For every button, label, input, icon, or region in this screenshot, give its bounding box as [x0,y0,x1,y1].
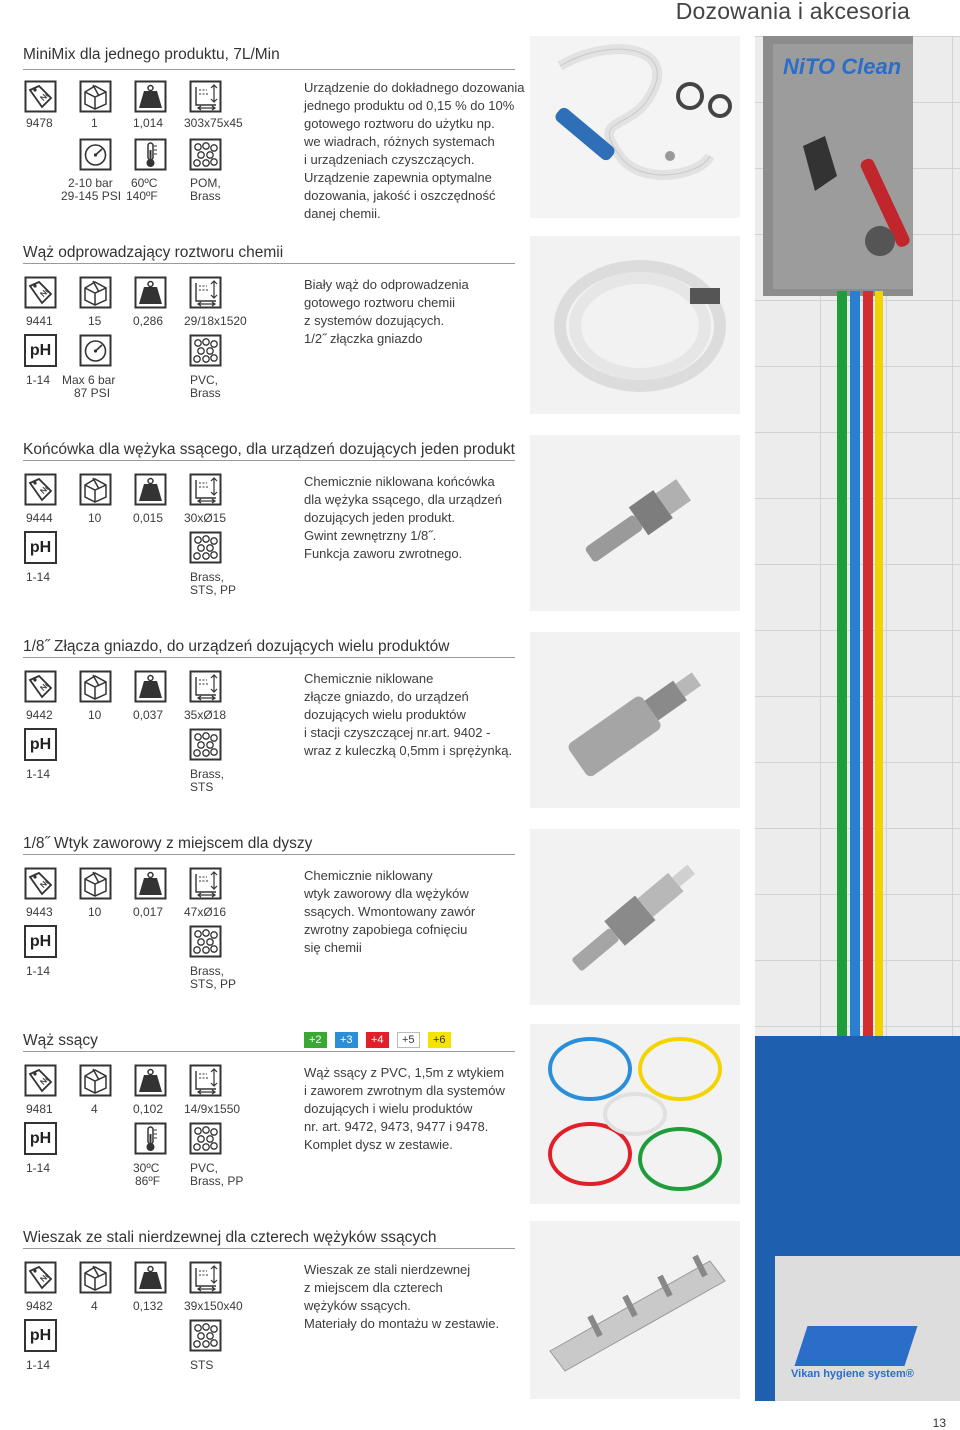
page-header-title: Dozowania i akcesoria [675,0,910,24]
description: Wąż ssący z PVC, 1,5m z wtykiem i zaworem zwrotnym dla systemów dozujących i wielu produktów nr. art. 9472, 9473, 9477 i 9478. Komplet dysz w zestawie. [304,1065,505,1152]
material-icon [189,334,222,367]
item-number-icon [24,1261,57,1294]
pressure-bar: Max 6 bar [62,373,116,387]
nito-clean-logo: NiTO Clean [783,54,902,79]
weight: 0,015 [133,511,164,525]
material-icon [189,138,222,171]
item-number-icon [24,80,57,113]
drain-hose-photo [530,236,740,414]
material-2: Brass, PP [190,1174,244,1188]
ph-range: 1-14 [26,570,51,584]
weight: 0,286 [133,314,164,328]
tag-yellow: +6 [428,1032,451,1048]
section-title: Końcówka dla wężyka ssącego, dla urządzeń dozujących jeden produkt [23,441,515,458]
pressure-psi: 29-145 PSI [61,189,122,203]
section-suction-hose [0,1024,960,1204]
weight: 0,017 [133,905,164,919]
page-number: 13 [932,1416,946,1430]
material-2: Brass [190,189,221,203]
section-title: Wąż odprowadzający roztworu chemii [23,244,284,261]
section-title: 1/8˝ Wtyk zaworowy z miejscem dla dyszy [23,835,313,852]
material-1: Brass, [190,964,225,978]
pressure-gauge-icon [79,138,112,171]
package-quantity-icon [79,276,112,309]
pressure-gauge-icon [79,334,112,367]
package-quantity-icon [79,1261,112,1294]
quantity: 10 [88,708,102,722]
quantity: 1 [91,116,98,130]
description: Chemicznie niklowana końcówka dla wężyka ssącego, dla urządzeń dozujących jeden produkt. Gwint zewnętrzny 1/8˝. Funkcja zaworu zwrotnego. [304,474,503,561]
weight: 0,102 [133,1102,164,1116]
ph-range: 1-14 [26,1358,51,1372]
weight-icon [134,867,167,900]
pressure-psi: 87 PSI [74,386,111,400]
weight: 0,132 [133,1299,164,1313]
item-number: 9481 [26,1102,53,1116]
ph-icon: pH [24,925,57,958]
tag-white: +5 [397,1032,420,1048]
quantity: 4 [91,1299,98,1313]
ph-icon: pH [24,1319,57,1352]
tag-green: +2 [304,1032,327,1048]
item-number-icon [24,670,57,703]
section-valve-plug [0,827,960,1007]
dimensions: 29/18x1520 [184,314,247,328]
vikan-logo-text: Vikan hygiene system® [791,1368,914,1380]
material-icon [189,728,222,761]
package-quantity-icon [79,1064,112,1097]
ph-icon: pH [24,1122,57,1155]
weight: 1,014 [133,116,164,130]
dimensions: 30xØ15 [184,511,227,525]
material-1: POM, [190,176,221,190]
section-title: Wąż ssący [23,1032,98,1049]
item-number: 9444 [26,511,53,525]
description: Urządzenie do dokładnego dozowania jednego produktu od 0,15 % do 10% gotowego roztworu do użytku np. we wiadrach, różnych systemach i urządzeniach czyszczących. Urządzenie zapewnia optymalne dozowania, jakość i oszczędność danej chemii. [304,80,525,221]
material-1: PVC, [190,373,219,387]
dimensions-icon [189,1064,222,1097]
tag-red: +4 [366,1032,389,1048]
quantity: 4 [91,1102,98,1116]
material-1: Brass, [190,570,225,584]
weight-icon [134,670,167,703]
section-drain-hose [0,236,960,411]
material-2: STS, PP [190,583,237,597]
temp-c: 30ºC [133,1161,160,1175]
material-2: STS, PP [190,977,237,991]
item-number: 9478 [26,116,53,130]
item-number-icon [24,867,57,900]
temp-f: 86ºF [135,1174,161,1188]
item-number-icon [24,276,57,309]
tag-blue: +3 [335,1032,358,1048]
quantity: 15 [88,314,102,328]
weight: 0,037 [133,708,164,722]
ph-icon: pH [24,531,57,564]
material-2: STS [190,780,214,794]
material-2: Brass [190,386,221,400]
dimensions: 47xØ16 [184,905,227,919]
temperature-icon [134,1122,167,1155]
quantity: 10 [88,905,102,919]
item-number-icon [24,1064,57,1097]
dimensions: 39x150x40 [184,1299,243,1313]
dimensions-icon [189,1261,222,1294]
weight-icon [134,473,167,506]
package-quantity-icon [79,670,112,703]
pressure-bar: 2-10 bar [68,176,113,190]
item-number: 9443 [26,905,53,919]
material-1: PVC, [190,1161,219,1175]
weight-icon [134,276,167,309]
section-minimix [0,36,960,226]
dimensions: 14/9x1550 [184,1102,241,1116]
hose-hanger-photo [530,1221,740,1399]
minimix-photo [530,36,740,218]
material-1: Brass, [190,767,225,781]
weight-icon [134,1064,167,1097]
temp-c: 60ºC [131,176,158,190]
item-number-icon [24,473,57,506]
ph-range: 1-14 [26,373,51,387]
section-suction-tip [0,433,960,613]
dimensions-icon [189,80,222,113]
description: Chemicznie niklowany wtyk zaworowy dla wężyków ssących. Wmontowany zawór zwrotny zapobiega cofnięciu się chemii [304,868,476,955]
description: Wieszak ze stali nierdzewnej z miejscem dla czterech wężyków ssących. Materiały do montażu w zestawie. [304,1262,500,1331]
description: Chemicznie niklowane złącze gniazdo, do urządzeń dozujących wielu produktów i stacji czyszczącej nr.art. 9402 - wraz z kuleczką 0,5mm i sprężynką. [304,671,513,758]
weight-icon [134,1261,167,1294]
material-icon [189,1122,222,1155]
material-icon [189,531,222,564]
package-quantity-icon [79,80,112,113]
ph-icon: pH [24,728,57,761]
ph-range: 1-14 [26,964,51,978]
temperature-icon [134,138,167,171]
suction-tip-photo [530,435,740,611]
quantity: 10 [88,511,102,525]
weight-icon [134,80,167,113]
description: Biały wąż do odprowadzenia gotowego roztworu chemii z systemów dozujących. 1/2˝ złączka gniazdo [304,277,469,346]
ph-range: 1-14 [26,1161,51,1175]
dimensions-icon [189,473,222,506]
dimensions-icon [189,867,222,900]
package-quantity-icon [79,867,112,900]
material-icon [189,1319,222,1352]
ph-icon: pH [24,334,57,367]
section-title: Wieszak ze stali nierdzewnej dla czterech wężyków ssących [23,1229,437,1246]
socket-connector-photo [530,632,740,808]
dimensions: 303x75x45 [184,116,243,130]
item-number: 9442 [26,708,53,722]
temp-f: 140ºF [126,189,158,203]
section-title: MiniMix dla jednego produktu, 7L/Min [23,46,280,63]
section-socket-connector [0,630,960,810]
section-hose-hanger [0,1221,960,1401]
material-icon [189,925,222,958]
ph-range: 1-14 [26,767,51,781]
section-title: 1/8˝ Złącza gniazdo, do urządzeń dozujących wielu produktów [23,638,450,655]
material-1: STS [190,1358,214,1372]
item-number: 9441 [26,314,53,328]
item-number: 9482 [26,1299,53,1313]
dimensions-icon [189,276,222,309]
dimensions: 35xØ18 [184,708,227,722]
color-tags [304,1030,455,1048]
suction-hose-photo [530,1024,740,1204]
package-quantity-icon [79,473,112,506]
dimensions-icon [189,670,222,703]
valve-plug-photo [530,829,740,1005]
